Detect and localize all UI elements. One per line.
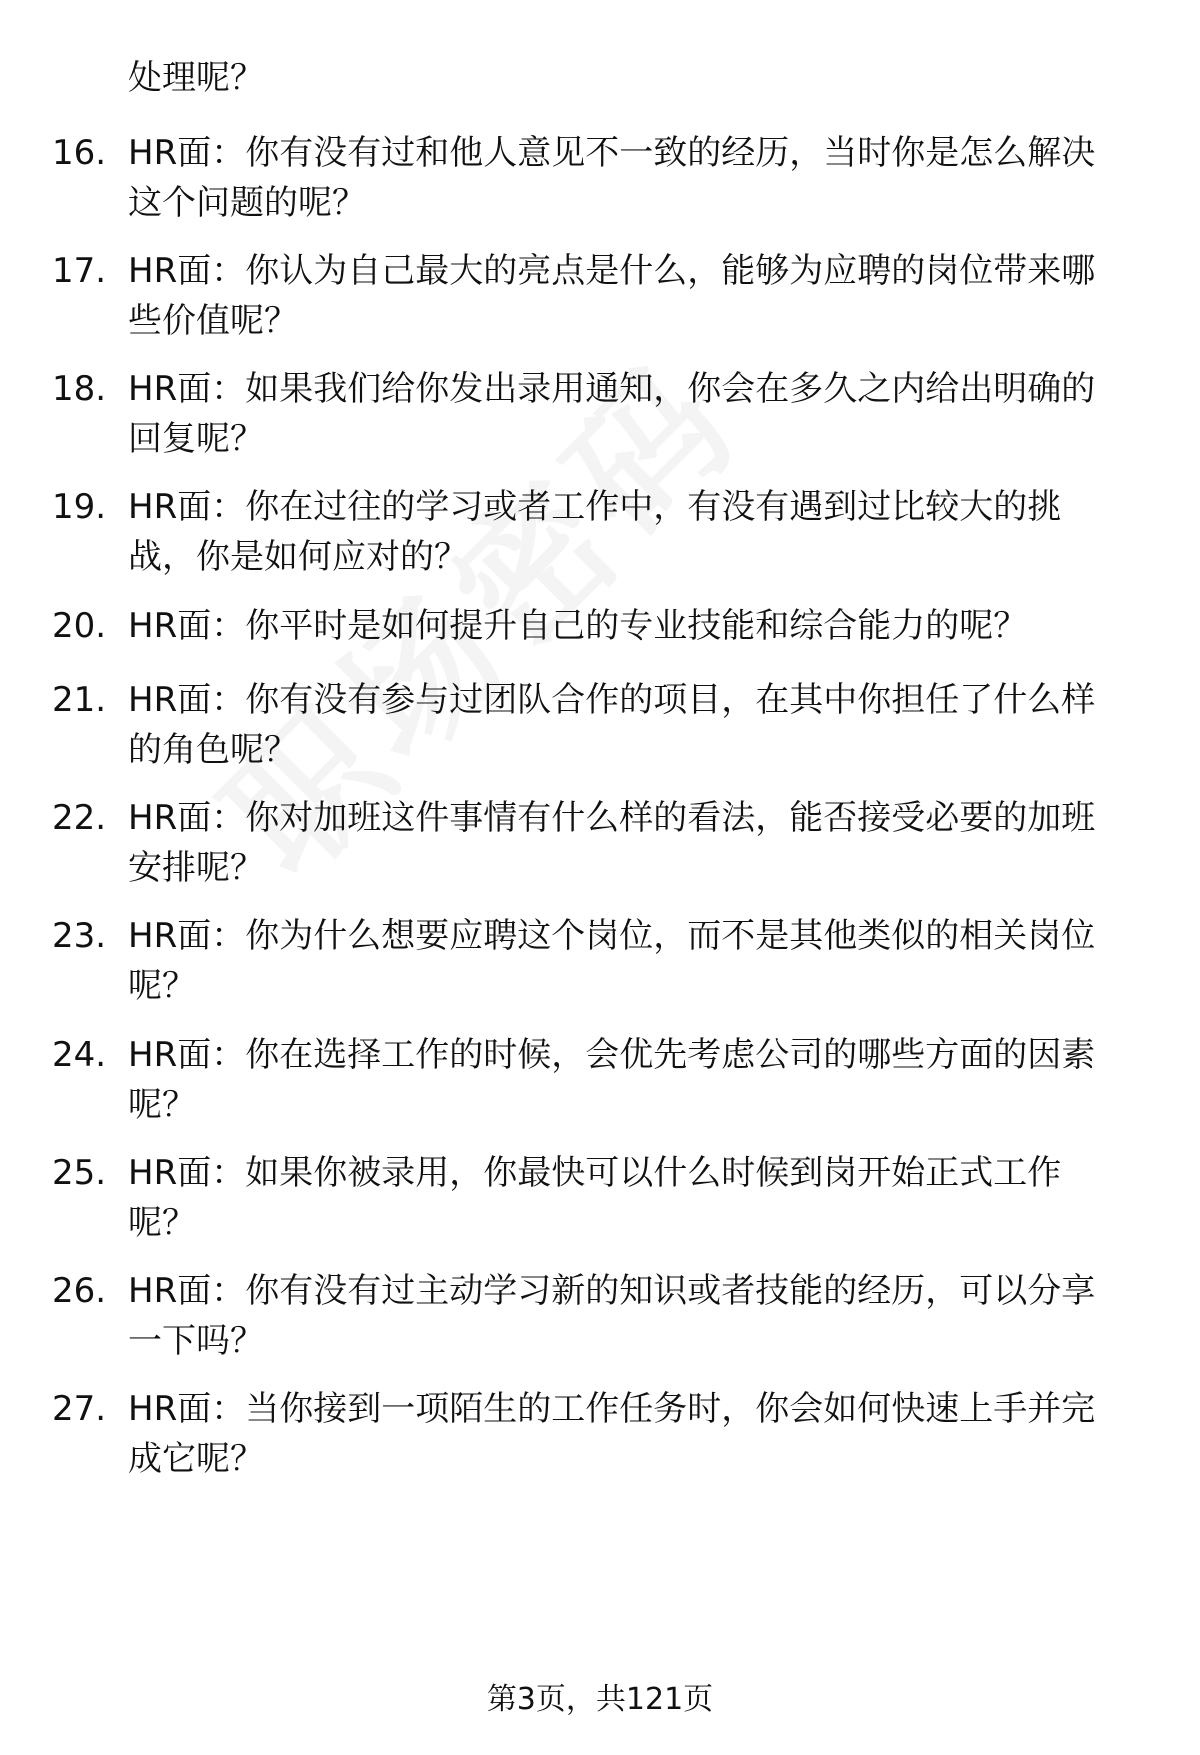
item-number: 26. [52, 1271, 107, 1311]
item-text [128, 1148, 1158, 1248]
text-line: HR面：如果我们给你发出录用通知，你会在多久之内给出明确的 [128, 369, 1096, 409]
item-number: 24. [52, 1035, 107, 1075]
text-line: HR面：你有没有过和他人意见不一致的经历，当时你是怎么解决 [128, 133, 1096, 173]
item-number: 22. [52, 798, 107, 838]
item-text [128, 1384, 1158, 1484]
text-line: HR面：你为什么想要应聘这个岗位，而不是其他类似的相关岗位 [128, 916, 1096, 956]
item-text [128, 128, 1158, 228]
text-line: 呢？ [128, 1085, 196, 1125]
text-line: HR面：你平时是如何提升自己的专业技能和综合能力的呢？ [128, 606, 1028, 646]
text-line: HR面：你在选择工作的时候，会优先考虑公司的哪些方面的因素 [128, 1035, 1096, 1075]
item-text [128, 482, 1158, 582]
item-number: 21. [52, 680, 107, 720]
text-line: HR面：你有没有过主动学习新的知识或者技能的经历，可以分享 [128, 1271, 1096, 1311]
item-number: 17. [52, 251, 107, 291]
text-line: HR面：你有没有参与过团队合作的项目，在其中你担任了什么样 [128, 680, 1096, 720]
text-line: 这个问题的呢？ [128, 183, 366, 223]
page-footer [0, 1680, 1200, 1720]
text-line: 呢？ [128, 1203, 196, 1243]
text-line: HR面：你对加班这件事情有什么样的看法，能否接受必要的加班 [128, 798, 1096, 838]
item-number: 16. [52, 133, 107, 173]
text-line: 回复呢？ [128, 419, 264, 459]
text-line: HR面：如果你被录用，你最快可以什么时候到岗开始正式工作 [128, 1153, 1062, 1193]
text-line: 战，你是如何应对的？ [128, 537, 468, 577]
text-line: HR面：当你接到一项陌生的工作任务时，你会如何快速上手并完 [128, 1389, 1096, 1429]
item-text [128, 793, 1158, 893]
item-number: 19. [52, 487, 107, 527]
text-line: 处理呢？ [128, 58, 264, 98]
page-number-label: 第3页，共121页 [486, 1682, 714, 1717]
item-text [128, 675, 1158, 775]
item-number: 20. [52, 606, 107, 646]
item-text [128, 601, 1158, 651]
item-number: 27. [52, 1389, 107, 1429]
text-line: 的角色呢？ [128, 730, 298, 770]
text-line: 些价值呢？ [128, 301, 298, 341]
item-text [128, 246, 1158, 346]
text-line: 安排呢？ [128, 848, 264, 888]
text-line: HR面：你认为自己最大的亮点是什么，能够为应聘的岗位带来哪 [128, 251, 1096, 291]
text-line: 呢？ [128, 966, 196, 1006]
text-line: 成它呢？ [128, 1439, 264, 1479]
text-line: HR面：你在过往的学习或者工作中，有没有遇到过比较大的挑 [128, 487, 1062, 527]
item-text [128, 1266, 1158, 1366]
text-line: 一下吗？ [128, 1321, 264, 1361]
item-text [128, 1030, 1158, 1130]
item-text [128, 364, 1158, 464]
item-number: 25. [52, 1153, 107, 1193]
continuation-text [128, 53, 1158, 103]
item-number: 23. [52, 916, 107, 956]
item-text [128, 911, 1158, 1011]
item-number: 18. [52, 369, 107, 409]
